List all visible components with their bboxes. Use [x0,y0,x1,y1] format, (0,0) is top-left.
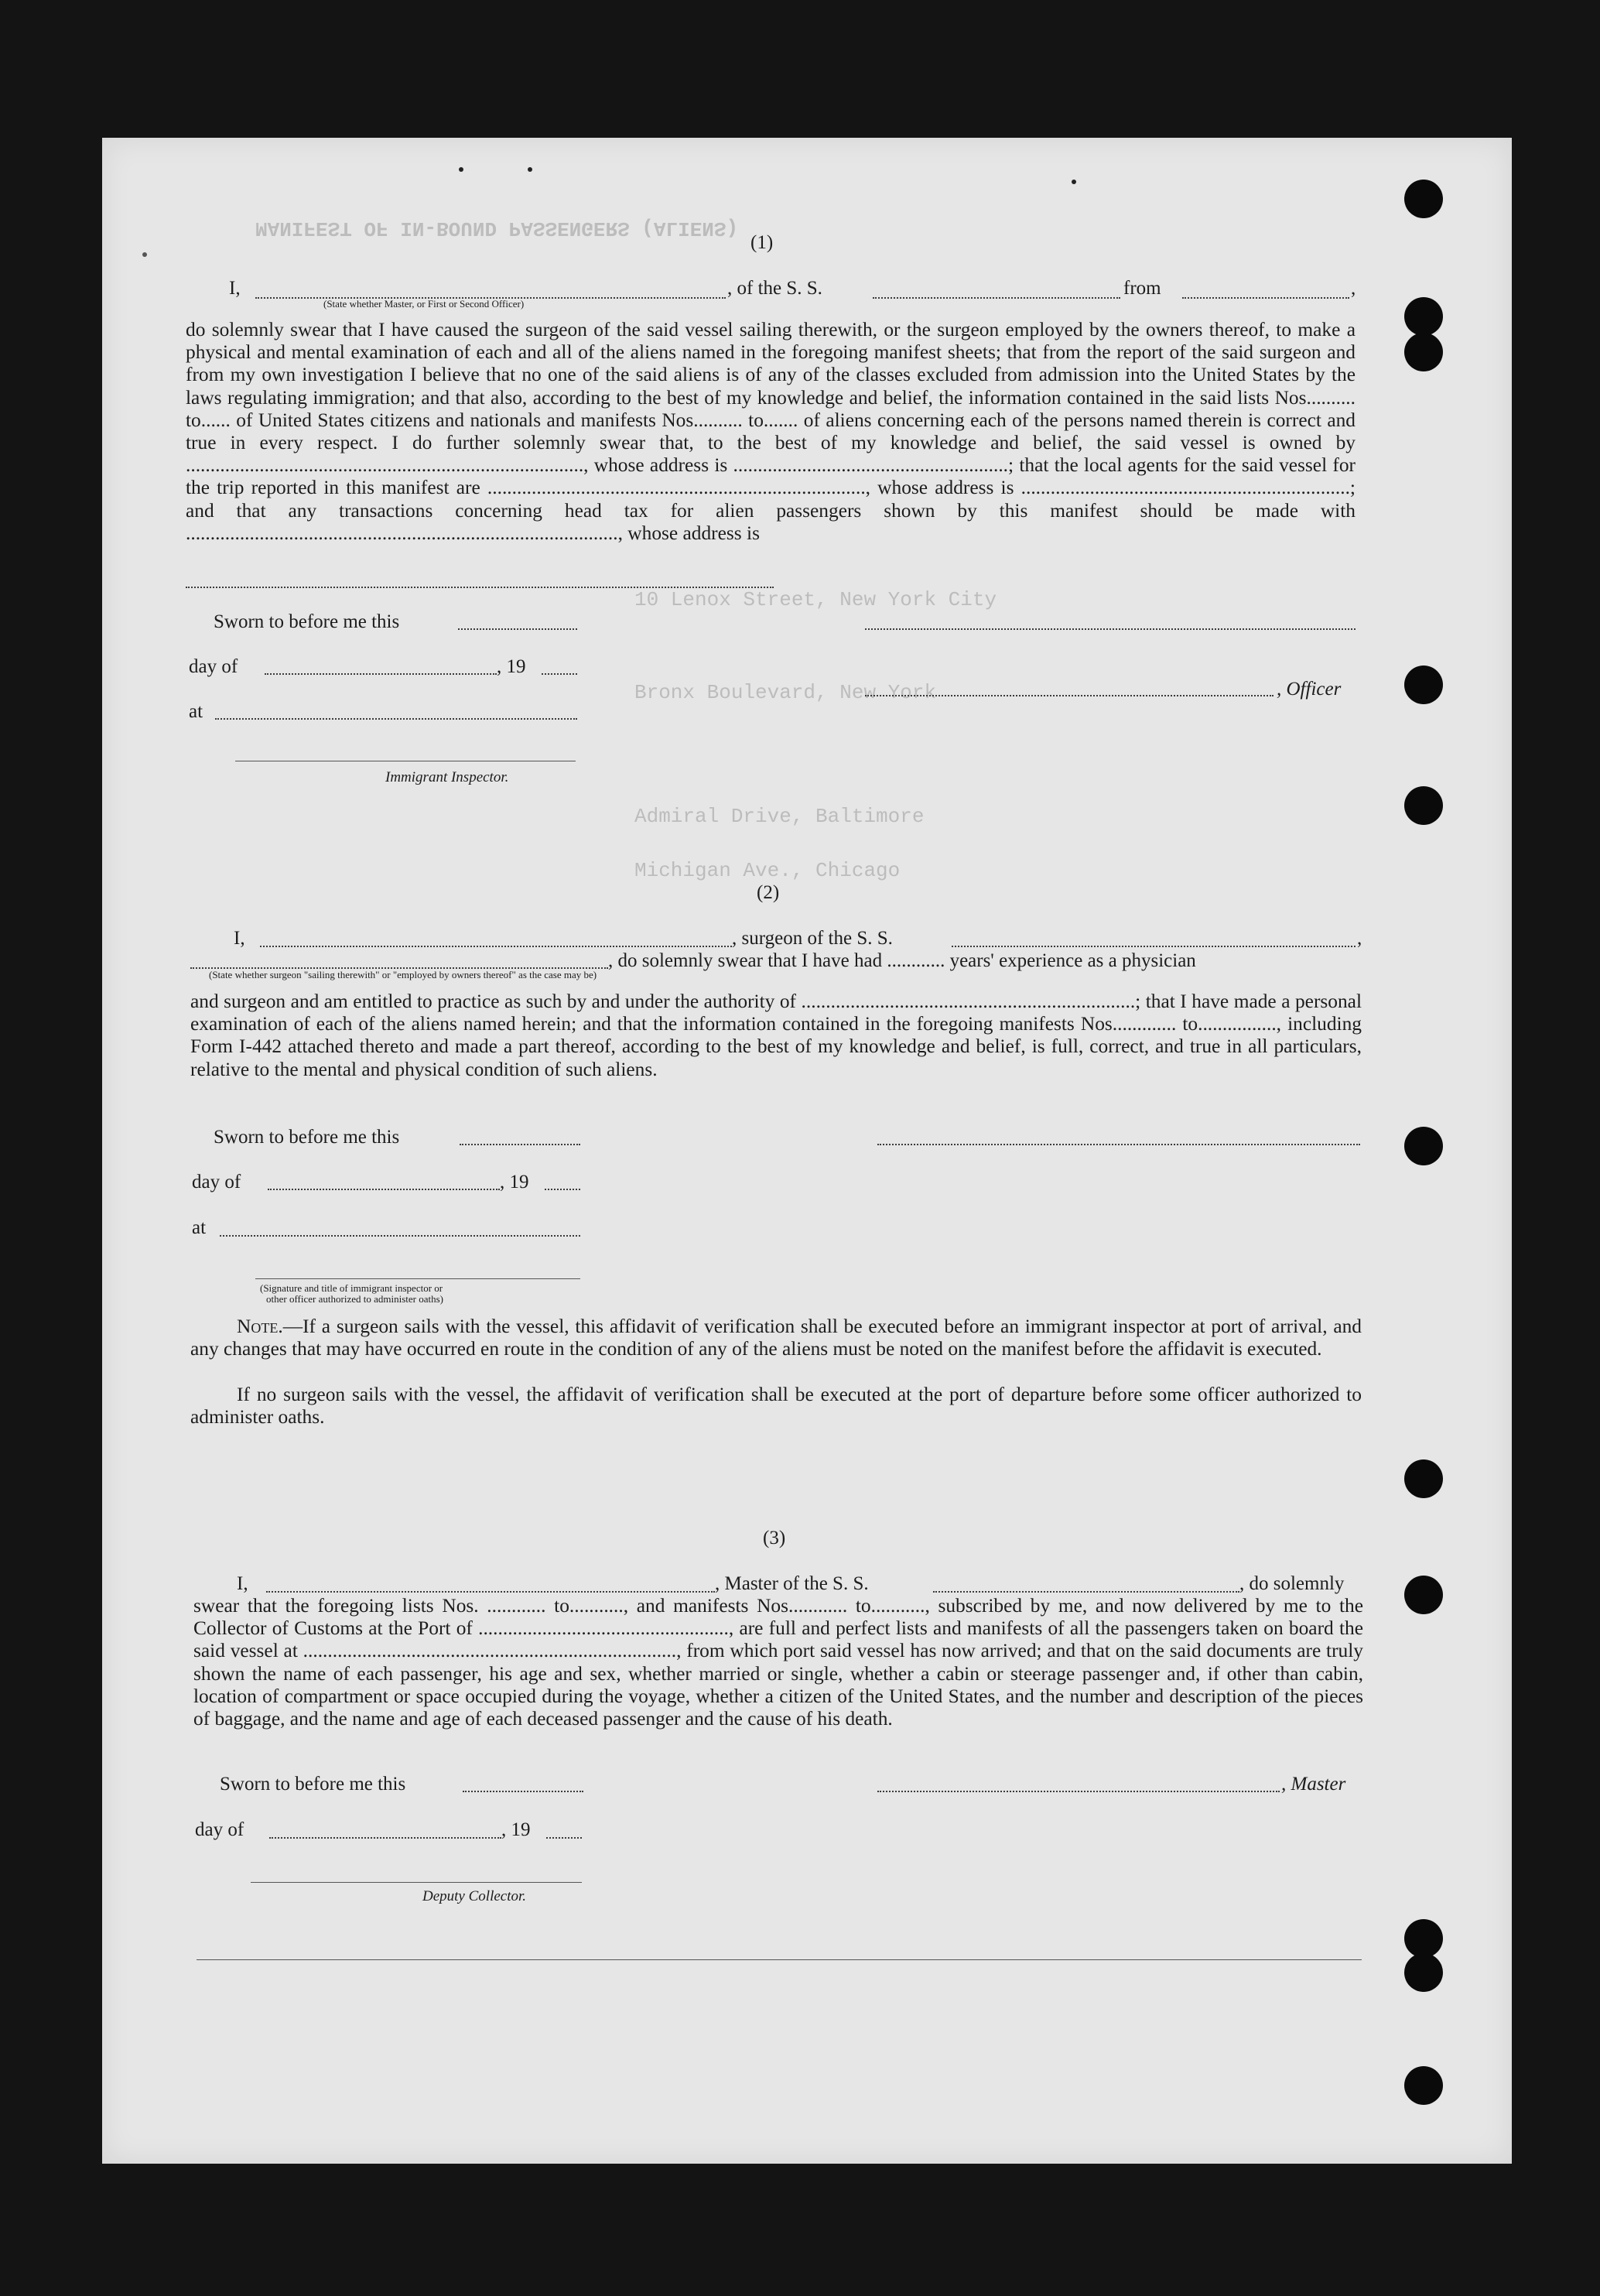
sworn-date-line [460,1144,580,1145]
bleed-through: MANIFEST OF IN-BOUND PASSENGERS (ALIENS) [255,217,739,240]
punch-hole [1404,1459,1443,1498]
punch-hole [1404,786,1443,825]
master-note: (State whether Master, or First or Second Officer) [323,298,525,310]
year-label: , 19 [501,1819,531,1840]
master-label: , Master [1281,1774,1346,1795]
collector-signature-line [251,1882,582,1883]
inspector-signature-line [255,1278,580,1279]
bleed-through: Bronx Boulevard, New York [634,681,937,704]
year-label: , 19 [497,656,526,677]
surgeon-of-ss-label: , surgeon of the S. S. [732,928,893,949]
year-label: , 19 [500,1172,529,1192]
comma: , [1351,278,1356,299]
sworn-label: Sworn to before me this [214,611,400,632]
surgeon-swear-line: , do solemnly swear that I have had ............ years' experience as a physician [608,950,1196,971]
punch-hole [1404,1919,1443,1958]
surgeon-signature-line [877,1144,1360,1145]
inspector-label: Immigrant Inspector. [385,769,509,785]
of-the-ss-label: , of the S. S. [727,278,822,299]
at-label: at [192,1217,207,1238]
surgeon-name-line [260,946,732,947]
from-label: from [1123,278,1161,299]
year-line [546,1837,582,1839]
section-2-i: I, [234,928,245,949]
punch-hole [1404,180,1443,218]
bottom-rule [197,1959,1362,1960]
note-text-1: —If a surgeon sails with the vessel, this affidavit of verification shall be executed before an immigrant inspector at port of arrival, and any changes that may have occurred en route in the condition of any of the aliens must be noted on the manifest before the affidavit is executed. [190,1316,1362,1360]
punch-hole [1404,297,1443,336]
punch-hole [1404,1127,1443,1165]
bleed-through: Admiral Drive, Baltimore [634,805,925,828]
master-vessel-line [933,1591,1239,1593]
vessel-name-line [873,297,1120,299]
punch-hole [1404,333,1443,371]
bleed-through: Michigan Ave., Chicago [634,859,901,882]
note-text-2: If no surgeon sails with the vessel, the affidavit of verification shall be executed at the port of departure before some officer authorized to administer oaths. [190,1384,1362,1429]
speck [528,167,532,172]
day-of-label: day of [195,1819,244,1840]
master-name-line [266,1591,715,1593]
section-1-number: (1) [750,232,774,253]
speck [1072,180,1076,184]
note-label: Note. [237,1316,283,1337]
master-of-ss-label: , Master of the S. S. [715,1573,869,1594]
year-line [545,1189,580,1190]
speck [142,252,147,257]
punch-hole [1404,1576,1443,1614]
sworn-date-line [458,628,577,630]
punch-hole [1404,2066,1443,2105]
officer-title-line [865,695,1274,696]
officer-label: , Officer [1277,679,1342,700]
punch-hole [1404,1953,1443,1992]
section-1-i: I, [229,278,241,299]
day-of-line [269,1837,501,1839]
at-label: at [189,701,203,722]
bleed-through: 10 Lenox Street, New York City [634,588,997,611]
sworn-label: Sworn to before me this [220,1774,406,1795]
section-1-body: do solemnly swear that I have caused the surgeon of the said vessel sailing therewith, or the surgeon employed by the owners thereof, to make a physical and mental examination of each and all of the aliens named in the foregoing manifest sheets; that from the report of the said surgeon and from my own investigation I believe that no one of the said aliens is of any of the classes excluded from admission into the United States by the laws regulating immigration; and that also, according to the best of my knowledge and belief, the information contained in the said lists Nos.......... to...... of United States citizens and nationals and manifests Nos.......... to....... of aliens concerning each of the persons named therein is correct and true in every respect. I do further solemnly swear that, to the best of my knowledge and belief, the said vessel is owned by ................................................................................., whose address is ........................................................; that the local agents for the said vessel for the trip reported in this manifest are ............................................................................., whose address is ...................................................................; and that any transactions concerning head tax for alien passengers shown by this manifest should be made with ........................................................................................, whose address is [186,319,1356,544]
sworn-label: Sworn to before me this [214,1127,400,1148]
speck [459,167,463,172]
day-of-line [265,673,497,675]
note-paragraph-2 [190,1384,1362,1429]
section-2-number: (2) [757,882,780,903]
section-3-body: swear that the foregoing lists Nos. ............ to..........., and manifests Nos............ to..........., subscribed by me, and now delivered by me to the Collector of Customs at the Port of ..................................................., are full and perfect lists and manifests of all the passengers taken on board the said vessel at ............................................................................, from which port said vessel has now arrived; and that on the said documents are truly shown the name of each passenger, his age and sex, whether married or single, whether a cabin or steerage passenger and, if other than cabin, location of compartment or space occupied during the voyage, whether a citizen of the United States, and the number and description of the pieces of baggage, and the name and age of each deceased passenger and the cause of his death. [193,1595,1363,1730]
section-3-i: I, [237,1573,248,1594]
day-of-label: day of [192,1172,241,1192]
surgeon-note: (State whether surgeon "sailing therewith" or "employed by owners thereof" as the case may be) [209,969,597,980]
punch-hole [1404,666,1443,704]
day-of-label: day of [189,656,238,677]
note-paragraph-1 [190,1316,1362,1360]
at-line [220,1235,580,1237]
year-line [542,673,577,675]
surgeon-vessel-line [952,946,1356,947]
address-continuation-line [186,587,774,588]
sworn-date-line [463,1791,583,1792]
from-port-line [1182,297,1349,299]
signature-note-1: (Signature and title of immigrant inspector or [260,1282,443,1294]
at-line [215,718,577,720]
officer-signature-line [865,628,1356,630]
signature-note-2: other officer authorized to administer oaths) [266,1293,443,1305]
collector-label: Deputy Collector. [422,1888,527,1904]
master-signature-line [877,1791,1280,1792]
section-2-body: and surgeon and am entitled to practice as such by and under the authority of ....................................................................; that I have made a personal examination of each of the aliens named herein; and that the information contained in the foregoing manifests Nos............. to................, including Form I-442 attached thereto and made a part thereof, according to the best of my knowledge and belief, is full, correct, and true in all particulars, relative to the mental and physical condition of such aliens. [190,991,1362,1080]
comma: , [1357,928,1362,949]
section-3-number: (3) [763,1528,786,1548]
day-of-line [268,1189,500,1190]
do-solemnly-label: , do solemnly [1239,1573,1345,1594]
